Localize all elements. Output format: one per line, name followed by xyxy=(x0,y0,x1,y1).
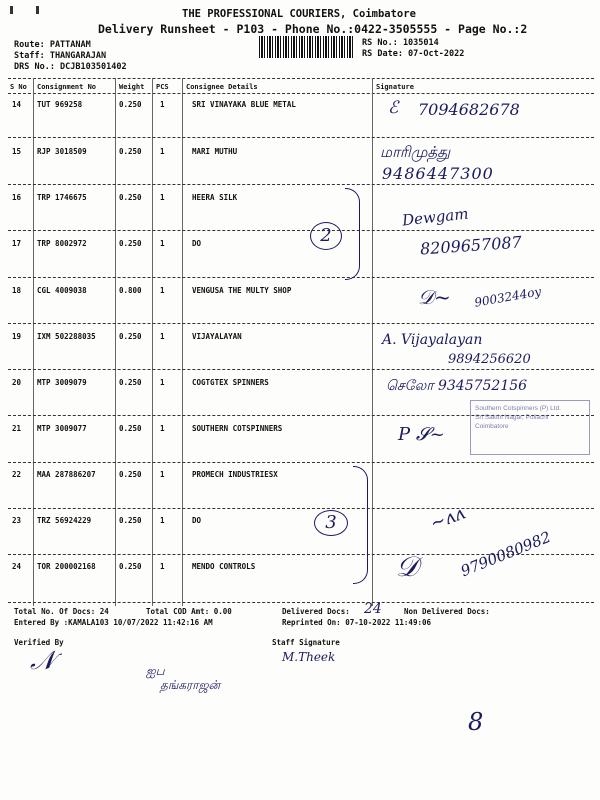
rs-number: RS No.: 1035014 xyxy=(362,38,439,48)
col-consignment: Consignment No xyxy=(37,83,97,91)
signature-18: 𝒟~ xyxy=(418,285,451,309)
total-docs: Total No. Of Docs: 24 xyxy=(14,607,109,616)
row-weight: 0.250 xyxy=(119,470,142,479)
row-sno: 19 xyxy=(12,332,22,341)
corner-tick xyxy=(10,6,13,14)
col-sno: S No xyxy=(10,83,27,91)
row-consignment: TRP 1746675 xyxy=(37,193,87,202)
row-pcs: 1 xyxy=(160,286,165,295)
group-bracket xyxy=(353,466,368,584)
handwritten-phone: 9894256620 xyxy=(448,352,531,367)
staff-signature: M.Theek xyxy=(282,650,336,664)
row-weight: 0.250 xyxy=(119,424,142,433)
row-consignment: TRP 8002972 xyxy=(37,239,87,248)
handwritten-phone: 9790080982 xyxy=(458,527,554,581)
row-weight: 0.250 xyxy=(119,562,142,571)
group-circle: 2 xyxy=(310,222,342,250)
row-consignee: MARI MUTHU xyxy=(192,147,238,156)
row-sno: 22 xyxy=(12,470,22,479)
group-circle: 3 xyxy=(314,510,348,536)
col-divider xyxy=(152,78,153,606)
row-pcs: 1 xyxy=(160,239,165,248)
row-consignee: PROMECH INDUSTRIESX xyxy=(192,470,278,479)
row-weight: 0.800 xyxy=(119,286,142,295)
col-divider xyxy=(372,78,373,606)
table-top-rule xyxy=(8,78,594,79)
row-consignee: HEERA SILK xyxy=(192,193,238,202)
row-consignment: MAA 287886207 xyxy=(37,470,96,479)
handwritten-phone: 7094682678 xyxy=(418,100,520,119)
row-weight: 0.250 xyxy=(119,147,142,156)
signature-scribble: ∼ʌʌ xyxy=(427,502,468,535)
row-sno: 16 xyxy=(12,193,22,202)
row-sno: 24 xyxy=(12,562,22,571)
table-header-rule xyxy=(8,93,594,94)
row-consignee: VIJAYALAYAN xyxy=(192,332,242,341)
handwritten-text: செலோ 9345752156 xyxy=(386,378,528,394)
row-rule xyxy=(8,277,594,278)
row-sno: 23 xyxy=(12,516,22,525)
row-pcs: 1 xyxy=(160,147,165,156)
row-weight: 0.250 xyxy=(119,100,142,109)
row-weight: 0.250 xyxy=(119,378,142,387)
row-consignment: TOR 200002168 xyxy=(37,562,96,571)
row-pcs: 1 xyxy=(160,516,165,525)
row-sno: 20 xyxy=(12,378,22,387)
row-rule xyxy=(8,323,594,324)
row-rule xyxy=(8,602,594,603)
row-rule xyxy=(8,462,594,463)
total-cod: Total COD Amt: 0.00 xyxy=(146,607,232,616)
group-bracket xyxy=(345,188,360,280)
row-consignee: DO xyxy=(192,239,202,248)
row-consignment: IXM 502288035 xyxy=(37,332,96,341)
non-delivered-docs: Non Delivered Docs: xyxy=(404,607,490,616)
row-sno: 18 xyxy=(12,286,22,295)
row-pcs: 1 xyxy=(160,100,165,109)
handwritten-note: ஐப xyxy=(146,664,165,678)
route: Route: PATTANAM xyxy=(14,40,91,50)
row-sno: 17 xyxy=(12,239,22,248)
row-rule xyxy=(8,184,594,185)
delivered-docs: Delivered Docs: xyxy=(282,607,350,616)
stamp-line: Coimbatore xyxy=(475,423,509,431)
row-consignee: SOUTHERN COTSPINNERS xyxy=(192,424,283,433)
stamp-line: Southern Cotspinners (P) Ltd. xyxy=(475,405,561,412)
row-consignment: RJP 3018509 xyxy=(37,147,87,156)
row-rule xyxy=(8,508,594,509)
row-weight: 0.250 xyxy=(119,332,142,341)
rs-date: RS Date: 07-Oct-2022 xyxy=(362,49,465,59)
row-pcs: 1 xyxy=(160,562,165,571)
row-consignee: VENGUSA THE MULTY SHOP xyxy=(192,286,292,295)
company-name: THE PROFESSIONAL COURIERS, Coimbatore xyxy=(182,8,416,20)
row-consignee: COGTGTEX SPINNERS xyxy=(192,378,269,387)
handwritten-phone: 9003244oy xyxy=(473,284,543,310)
staff: Staff: THANGARAJAN xyxy=(14,51,107,61)
row-sno: 15 xyxy=(12,147,22,156)
row-consignment: TRZ 56924229 xyxy=(37,516,92,525)
row-consignment: CGL 4009038 xyxy=(37,286,87,295)
row-consignee: MENDO CONTROLS xyxy=(192,562,256,571)
row-consignee: DO xyxy=(192,516,202,525)
row-weight: 0.250 xyxy=(119,239,142,248)
row-weight: 0.250 xyxy=(119,193,142,202)
barcode xyxy=(259,36,354,58)
col-pcs: PCS xyxy=(156,83,169,91)
row-sno: 14 xyxy=(12,100,22,109)
row-consignment: MTP 3009079 xyxy=(37,378,87,387)
row-pcs: 1 xyxy=(160,470,165,479)
row-pcs: 1 xyxy=(160,332,165,341)
delivered-count: 24 xyxy=(364,601,382,617)
reprinted-on: Reprinted On: 07-10-2022 11:49:06 xyxy=(282,618,432,627)
row-pcs: 1 xyxy=(160,193,165,202)
company-stamp xyxy=(470,400,590,455)
handwritten-name: மாரிமுத்து xyxy=(380,143,451,161)
page-mark: 8 xyxy=(468,708,484,736)
corner-tick xyxy=(36,6,39,14)
handwritten-name: Dewgam xyxy=(401,204,470,230)
row-pcs: 1 xyxy=(160,424,165,433)
row-consignment: TUT 969258 xyxy=(37,100,83,109)
signature-14: ℰ xyxy=(388,98,399,118)
row-weight: 0.250 xyxy=(119,516,142,525)
row-rule xyxy=(8,369,594,370)
entered-by: Entered By :KAMALA103 10/07/2022 11:42:16 AM xyxy=(14,618,213,627)
handwritten-note: தங்கராஜன் xyxy=(160,678,221,692)
row-rule xyxy=(8,137,594,138)
row-sno: 21 xyxy=(12,424,22,433)
col-weight: Weight xyxy=(119,83,145,91)
staff-signature-label: Staff Signature xyxy=(272,638,340,647)
runsheet-title: Delivery Runsheet - P103 - Phone No.:0422-3505555 - Page No.:2 xyxy=(98,22,528,36)
row-rule xyxy=(8,230,594,231)
row-consignment: MTP 3009077 xyxy=(37,424,87,433)
row-consignee: SRI VINAYAKA BLUE METAL xyxy=(192,100,296,109)
handwritten-phone: 8209657087 xyxy=(419,232,523,259)
handwritten-name: A. Vijayalayan xyxy=(382,332,483,348)
signature-21: P 𝓢~ xyxy=(398,424,445,445)
signature-24: 𝒟 xyxy=(396,550,419,583)
drs-number: DRS No.: DCJB103501402 xyxy=(14,62,127,72)
verified-by: Verified By xyxy=(14,638,64,647)
col-divider xyxy=(33,78,34,606)
col-divider xyxy=(115,78,116,606)
col-divider xyxy=(182,78,183,606)
row-pcs: 1 xyxy=(160,378,165,387)
verified-signature: 𝒩 xyxy=(30,646,55,676)
stamp-line: Sri Sakthi Nagar, Pollachi xyxy=(475,414,549,422)
col-signature: Signature xyxy=(376,83,414,91)
col-consignee: Consignee Details xyxy=(186,83,258,91)
handwritten-phone: 9486447300 xyxy=(382,164,494,183)
